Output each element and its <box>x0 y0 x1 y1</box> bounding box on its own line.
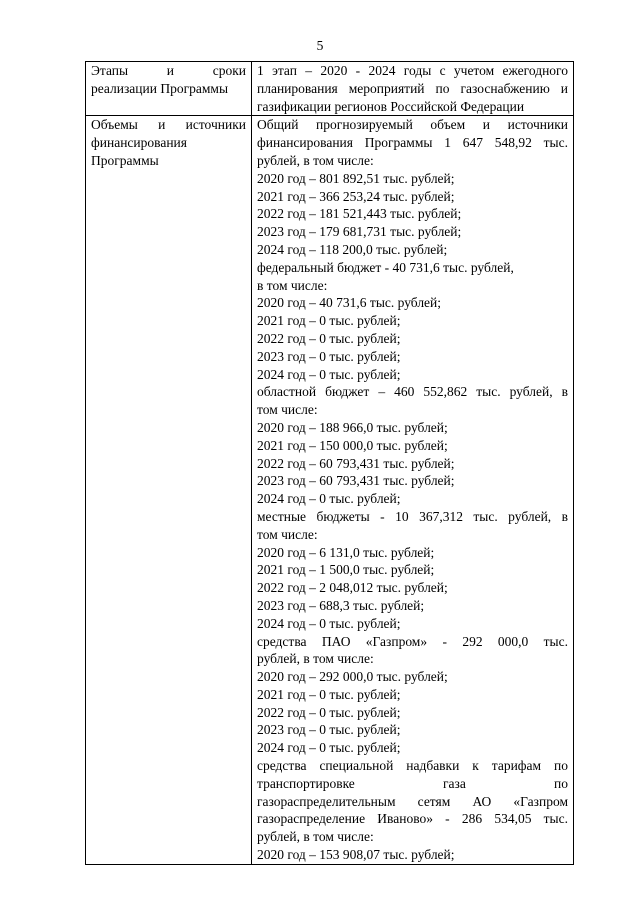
value-line: средства специальной надбавки к тарифам по <box>257 758 568 774</box>
value-line: рублей, в том числе: <box>257 152 374 168</box>
value-line: 2021 год – 0 тыс. рублей; <box>257 686 401 702</box>
table-row-funding <box>86 116 574 864</box>
value-line: 2022 год – 60 793,431 тыс. рублей; <box>257 455 455 471</box>
value-line: 2020 год – 188 966,0 тыс. рублей; <box>257 419 448 435</box>
value-line: средства ПАО «Газпром» - 292 000,0 тыс. <box>257 633 568 649</box>
value-line: планирования мероприятий по газоснабжению и <box>257 80 568 96</box>
value-line: Общий прогнозируемый объем и источники <box>257 117 568 133</box>
value-line: 2023 год – 688,3 тыс. рублей; <box>257 597 425 613</box>
value-line: 2020 год – 6 131,0 тыс. рублей; <box>257 544 435 560</box>
value-line: 2021 год – 150 000,0 тыс. рублей; <box>257 437 448 453</box>
value-line: рублей, в том числе: <box>257 829 374 845</box>
value-cell-funding <box>252 116 574 864</box>
value-line: 2020 год – 40 731,6 тыс. рублей; <box>257 295 442 311</box>
value-line: 2024 год – 118 200,0 тыс. рублей; <box>257 241 448 257</box>
value-line: 2022 год – 0 тыс. рублей; <box>257 704 401 720</box>
value-line: газораспределение Иваново» - 286 534,05 тыс. <box>257 811 568 827</box>
value-line: том числе: <box>257 526 318 542</box>
value-line: федеральный бюджет - 40 731,6 тыс. рублей, <box>257 259 514 275</box>
value-line: 2024 год – 0 тыс. рублей; <box>257 615 401 631</box>
value-line: 2023 год – 60 793,431 тыс. рублей; <box>257 473 455 489</box>
value-line: газораспределительным сетям АО «Газпром <box>257 793 568 809</box>
label-line: Программы <box>91 152 159 168</box>
value-cell-stages <box>252 62 574 116</box>
value-line: 2020 год – 153 908,07 тыс. рублей; <box>257 847 455 863</box>
label-line: Объемы и источники <box>91 117 246 133</box>
value-line: рублей, в том числе: <box>257 651 374 667</box>
value-line: областной бюджет – 460 552,862 тыс. рублей, в <box>257 384 568 400</box>
value-line: 2022 год – 0 тыс. рублей; <box>257 330 401 346</box>
value-line: 2024 год – 0 тыс. рублей; <box>257 740 401 756</box>
label-line: финансирования <box>91 135 187 151</box>
value-line: 2023 год – 179 681,731 тыс. рублей; <box>257 224 462 240</box>
label-cell-funding <box>86 116 252 864</box>
label-cell-stages <box>86 62 252 116</box>
value-line: 2021 год – 366 253,24 тыс. рублей; <box>257 188 455 204</box>
value-line: 2020 год – 801 892,51 тыс. рублей; <box>257 170 455 186</box>
value-line: 2023 год – 0 тыс. рублей; <box>257 348 401 364</box>
value-line: в том числе: <box>257 277 328 293</box>
value-line: 2023 год – 0 тыс. рублей; <box>257 722 401 738</box>
label-line: реализации Программы <box>91 80 229 96</box>
page-number: 5 <box>316 38 324 53</box>
value-line: 2024 год – 0 тыс. рублей; <box>257 491 401 507</box>
table-row-stages <box>86 62 574 116</box>
value-line: местные бюджеты - 10 367,312 тыс. рублей, в <box>257 508 568 524</box>
value-line: 2022 год – 2 048,012 тыс. рублей; <box>257 580 448 596</box>
value-line: 2020 год – 292 000,0 тыс. рублей; <box>257 669 448 685</box>
value-line: газификации регионов Российской Федерации <box>257 98 525 114</box>
value-line: 2024 год – 0 тыс. рублей; <box>257 366 401 382</box>
value-line: 2021 год – 0 тыс. рублей; <box>257 313 401 329</box>
value-line: финансирования Программы 1 647 548,92 тыс. <box>257 135 568 151</box>
program-passport-table <box>85 61 574 865</box>
label-line: Этапы и сроки <box>91 63 246 78</box>
value-line: 2022 год – 181 521,443 тыс. рублей; <box>257 206 462 222</box>
value-line: 1 этап – 2020 - 2024 годы с учетом ежегодного <box>257 63 568 78</box>
value-line: 2021 год – 1 500,0 тыс. рублей; <box>257 562 435 578</box>
value-line: транспортировке газа по <box>257 775 568 791</box>
value-line: том числе: <box>257 402 318 418</box>
